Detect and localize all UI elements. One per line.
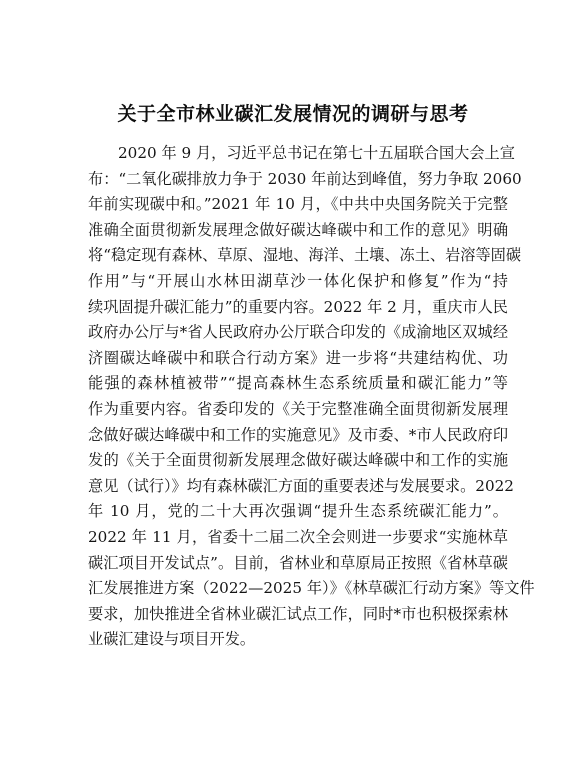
body-line: 续巩固提升碳汇能力”的重要内容。2022 年 2 月，重庆市人民 (88, 297, 508, 316)
body-line: 碳汇项目开发试点”。目前，省林业和草原局正按照《省林草碳 (88, 553, 508, 572)
body-line: 发的《关于全面贯彻新发展理念做好碳达峰碳中和工作的实施 (88, 451, 508, 470)
body-line: 念做好碳达峰碳中和工作的实施意见》及市委、*市人民政府印 (88, 425, 508, 444)
body-line: 要求，加快推进全省林业碳汇试点工作，同时*市也积极探索林 (88, 604, 508, 623)
body-line: 意见（试行）》均有森林碳汇方面的重要表述与发展要求。2022 (88, 476, 514, 495)
body-line: 作用”与“开展山水林田湖草沙一体化保护和修复”作为“持 (88, 271, 508, 290)
body-line: 年前实现碳中和。”2021 年 10 月，《中共中央国务院关于完整 (88, 195, 508, 214)
body-line: 2022 年 11 月，省委十二届二次全会则进一步要求“实施林草 (88, 527, 508, 546)
body-line: 2020 年 9 月，习近平总书记在第七十五届联合国大会上宣 (118, 144, 515, 162)
body-line: 业碳汇建设与项目开发。 (88, 630, 256, 649)
body-line: 能强的森林植被带”“提高森林生态系统质量和碳汇能力”等 (88, 374, 508, 393)
body-line: 年 10 月，党的二十大再次强调“提升生态系统碳汇能力”。 (88, 502, 508, 521)
document-title: 关于全市林业碳汇发展情况的调研与思考 (117, 103, 469, 125)
body-line: 作为重要内容。省委印发的《关于完整准确全面贯彻新发展理 (88, 399, 508, 418)
body-line: 济圈碳达峰碳中和联合行动方案》进一步将“共建结构优、功 (88, 348, 508, 367)
body-line: 汇发展推进方案（2022—2025 年）》《林草碳汇行动方案》等文件 (88, 579, 535, 598)
document-body (88, 141, 535, 653)
body-line: 布：“二氧化碳排放力争于 2030 年前达到峰值，努力争取 2060 (88, 169, 522, 188)
body-line: 将“稳定现有森林、草原、湿地、海洋、土壤、冻土、岩溶等固碳 (88, 246, 522, 265)
body-line: 政府办公厅与*省人民政府办公厅联合印发的《成渝地区双城经 (88, 323, 508, 342)
body-line: 准确全面贯彻新发展理念做好碳达峰碳中和工作的意见》明确 (88, 220, 508, 239)
